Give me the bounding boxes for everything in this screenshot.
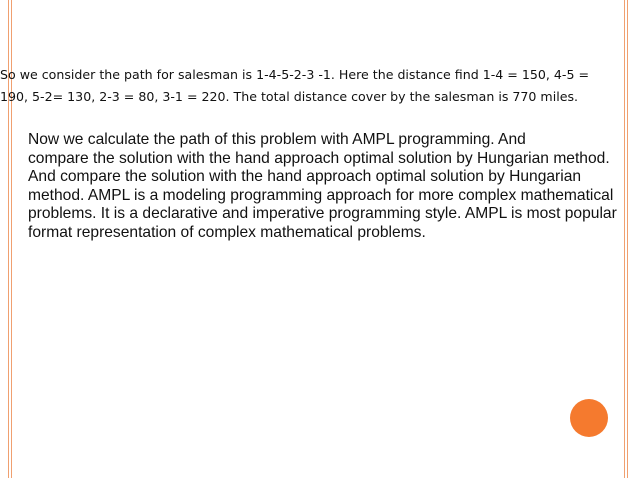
- ampl-description-text: Now we calculate the path of this problem with AMPL programming. And compare the solution with the hand approach optimal solution by Hungarian method. And compare the solution with the hand approach optimal solution by Hungarian method. AMPL is a modeling programming approach for more complex mathematical problems. It is a declarative and imperative programming style. AMPL is most popular format representation of complex mathematical problems.: [28, 131, 617, 241]
- path-summary-text: So we consider the path for salesman is 1-4-5-2-3 -1. Here the distance find 1-4 = 150, 4-5 = 190, 5-2= 130, 2-3 = 80, 3-1 = 220. The total distance cover by the salesman is 770 miles.: [0, 67, 590, 104]
- orange-circle-decoration: [570, 399, 608, 437]
